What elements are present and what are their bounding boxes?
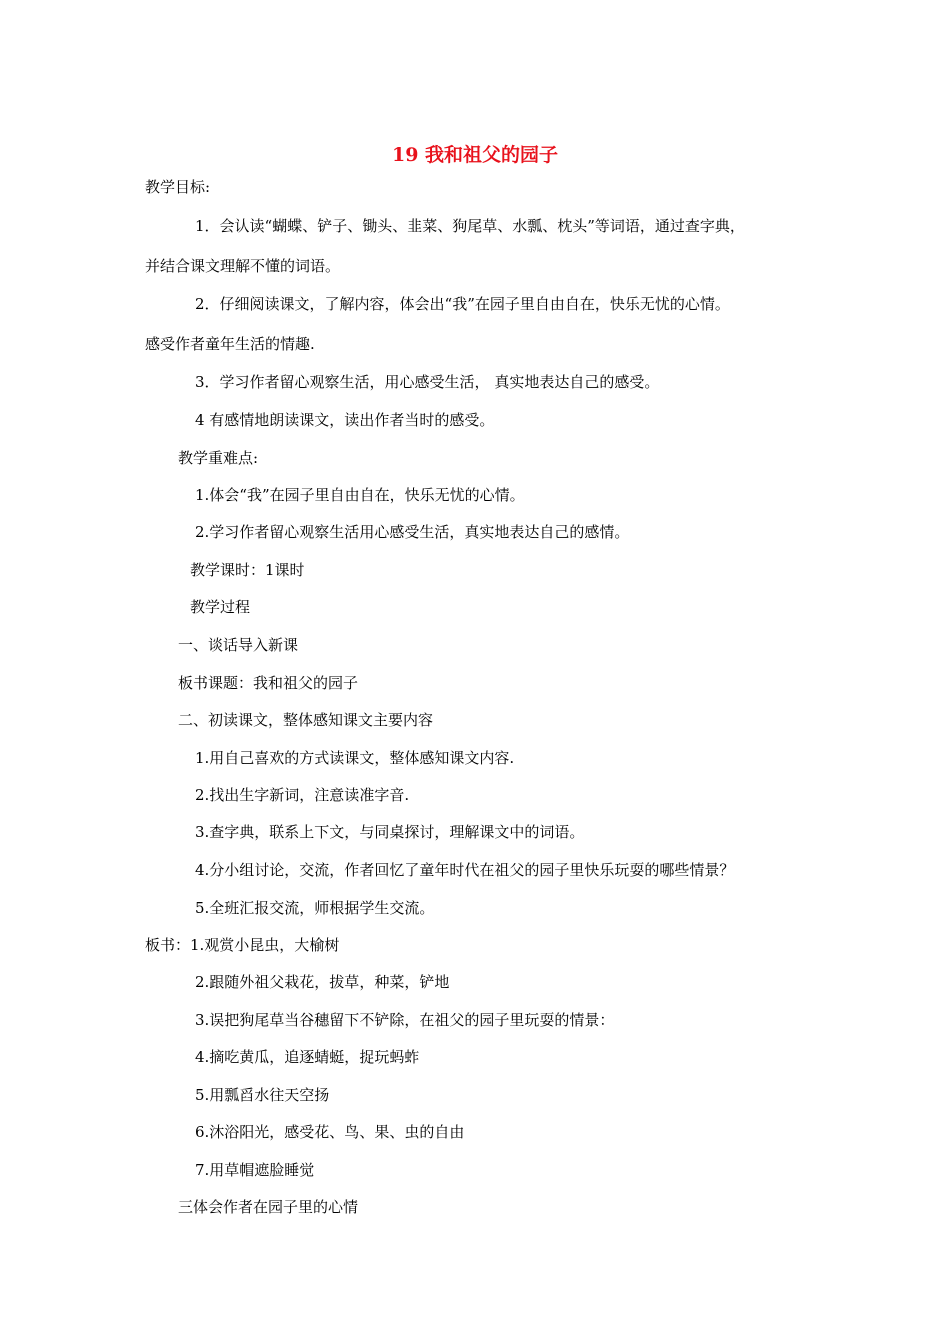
step-2-item-3: 3.查字典，联系上下文，与同桌探讨，理解课文中的词语。	[195, 823, 585, 841]
step-2-item-1: 1.用自己喜欢的方式读课文，整体感知课文内容.	[195, 749, 515, 767]
section-heading-key-points: 教学重难点:	[178, 449, 259, 467]
lesson-hours: 教学课时：1课时	[190, 561, 305, 579]
objective-item-4: 4 有感情地朗读课文，读出作者当时的感受。	[195, 411, 495, 429]
step-2-item-5: 5.全班汇报交流，师根据学生交流。	[195, 899, 435, 917]
step-2-heading: 二、初读课文，整体感知课文主要内容	[178, 711, 434, 729]
objective-item-1-continued: 并结合课文理解不懂的词语。	[145, 257, 341, 275]
step-2-item-4: 4.分小组讨论，交流，作者回忆了童年时代在祖父的园子里快乐玩耍的哪些情景？	[195, 861, 735, 879]
objective-item-3: 3．学习作者留心观察生活，用心感受生活， 真实地表达自己的感受。	[195, 373, 660, 391]
key-point-1: 1.体会“我”在园子里自由自在，快乐无忧的心情。	[195, 486, 525, 504]
board-item-3: 3.误把狗尾草当谷穗留下不铲除，在祖父的园子里玩耍的情景：	[195, 1011, 615, 1029]
board-item-5: 5.用瓢舀水往天空扬	[195, 1086, 330, 1104]
board-item-4: 4.摘吃黄瓜，追逐蜻蜓，捉玩蚂蚱	[195, 1048, 420, 1066]
board-item-1: 板书：1.观赏小昆虫，大榆树	[145, 936, 340, 954]
board-item-6: 6.沐浴阳光，感受花、鸟、果、虫的自由	[195, 1123, 465, 1141]
step-1-heading: 一、谈话导入新课	[178, 636, 299, 654]
board-item-2: 2.跟随外祖父栽花，拔草，种菜，铲地	[195, 973, 450, 991]
page-title: 19 我和祖父的园子	[391, 144, 559, 166]
objective-item-1: 1．会认读“蝴蝶、铲子、锄头、韭菜、狗尾草、水瓢、枕头”等词语，通过查字典，	[195, 217, 745, 235]
step-2-item-2: 2.找出生字新词，注意读准字音.	[195, 786, 410, 804]
board-title: 板书课题：我和祖父的园子	[178, 674, 359, 692]
key-point-2: 2.学习作者留心观察生活用心感受生活，真实地表达自己的感情。	[195, 523, 630, 541]
board-item-7: 7.用草帽遮脸睡觉	[195, 1161, 315, 1179]
objective-item-2-continued: 感受作者童年生活的情趣.	[145, 335, 315, 353]
section-heading-process: 教学过程	[190, 598, 251, 616]
step-3-heading: 三体会作者在园子里的心情	[178, 1198, 359, 1216]
section-heading-objectives: 教学目标:	[145, 178, 211, 196]
objective-item-2: 2．仔细阅读课文，了解内容，体会出“我”在园子里自由自在，快乐无忧的心情。	[195, 295, 730, 313]
